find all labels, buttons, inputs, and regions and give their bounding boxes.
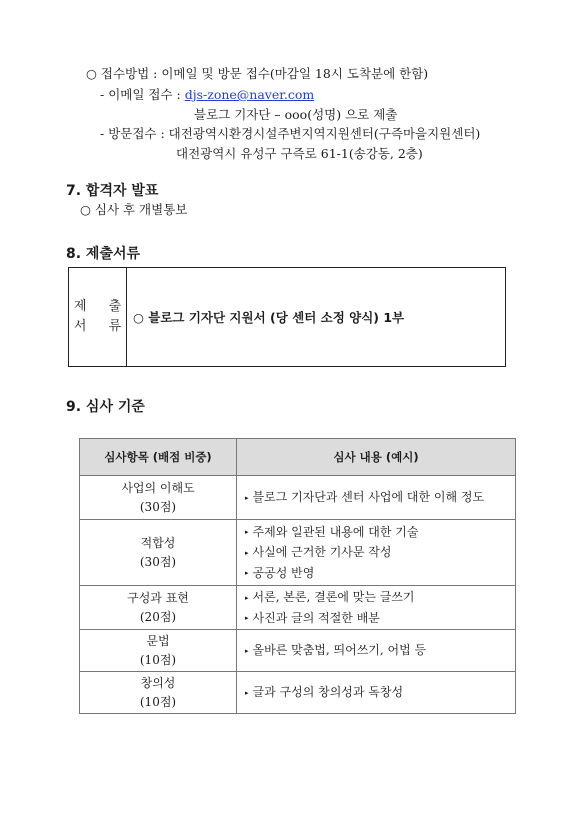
email-line bbox=[100, 85, 314, 103]
criteria-item-points: (10점) bbox=[139, 652, 177, 667]
bullet-icon: ▸ bbox=[245, 688, 249, 697]
table-row bbox=[80, 586, 516, 630]
table-row bbox=[80, 630, 516, 672]
criteria-content bbox=[237, 630, 516, 672]
table-row bbox=[80, 476, 516, 520]
bullet-icon: ▸ bbox=[245, 646, 249, 655]
section-7-text: ○ 심사 후 개별통보 bbox=[80, 202, 188, 217]
submission-label-line2: 서 류 bbox=[73, 319, 131, 334]
list-item: ▸ 블로그 기자단과 센터 사업에 대한 이해 정도 bbox=[245, 490, 485, 505]
email-subject: 블로그 기자단 – ooo(성명) 으로 제출 bbox=[194, 107, 398, 122]
criteria-item-points: (10점) bbox=[139, 694, 177, 709]
criteria-header-item: 심사항목 (배점 비중) bbox=[80, 439, 237, 476]
criteria-item-points: (30점) bbox=[139, 554, 177, 569]
criteria-item-name: 사업의 이해도 bbox=[121, 480, 195, 495]
table-row bbox=[80, 672, 516, 714]
bullet-icon: ▸ bbox=[245, 569, 249, 578]
submission-content: ○ 블로그 기자단 지원서 (당 센터 소정 양식) 1부 bbox=[133, 310, 405, 325]
section-7-heading: 7. 합격자 발표 bbox=[66, 183, 159, 199]
criteria-table bbox=[79, 438, 516, 714]
bullet-icon: ▸ bbox=[245, 528, 249, 537]
submission-label-line1: 제 출 bbox=[73, 299, 131, 314]
criteria-content bbox=[237, 672, 516, 714]
table-row bbox=[80, 520, 516, 586]
criteria-item bbox=[80, 476, 237, 520]
criteria-item bbox=[80, 520, 237, 586]
submission-documents-box bbox=[68, 267, 506, 367]
criteria-item-name: 창의성 bbox=[140, 675, 176, 690]
section-8-heading: 8. 제출서류 bbox=[66, 246, 141, 262]
email-prefix: - 이메일 접수 : bbox=[100, 87, 185, 102]
criteria-header-row bbox=[80, 439, 516, 476]
criteria-content bbox=[237, 520, 516, 586]
criteria-item-name: 적합성 bbox=[140, 535, 176, 550]
criteria-header-content: 심사 내용 (예시) bbox=[237, 439, 516, 476]
criteria-content bbox=[237, 586, 516, 630]
list-item: ▸ 사진과 글의 적절한 배분 bbox=[245, 610, 380, 625]
submission-label bbox=[69, 268, 131, 366]
list-item: ▸ 사실에 근거한 기사문 작성 bbox=[245, 545, 392, 560]
list-item: ▸ 글과 구성의 창의성과 독창성 bbox=[245, 685, 404, 700]
section-9-heading: 9. 심사 기준 bbox=[66, 399, 145, 415]
bullet-icon: ▸ bbox=[245, 593, 249, 602]
list-item: ▸ 올바른 맞춤법, 띄어쓰기, 어법 등 bbox=[245, 643, 427, 658]
bullet-icon: ▸ bbox=[245, 493, 249, 502]
criteria-item bbox=[80, 586, 237, 630]
list-item: ▸ 서론, 본론, 결론에 맞는 글쓰기 bbox=[245, 590, 415, 604]
criteria-item-points: (30점) bbox=[139, 499, 177, 514]
visit-address: 대전광역시 유성구 구즉로 61-1(송강동, 2층) bbox=[176, 146, 423, 161]
criteria-item-points: (20점) bbox=[139, 609, 177, 624]
visit-line: - 방문접수 : 대전광역시환경시설주변지역지원센터(구즉마을지원센터) bbox=[100, 126, 481, 141]
method-title: ○ 접수방법 : 이메일 및 방문 접수(마감일 18시 도착분에 한함) bbox=[86, 66, 429, 81]
bullet-icon: ▸ bbox=[245, 548, 249, 557]
list-item: ▸ 공공성 반영 bbox=[245, 565, 315, 580]
criteria-content bbox=[237, 476, 516, 520]
criteria-item bbox=[80, 630, 237, 672]
bullet-icon: ▸ bbox=[245, 614, 249, 622]
criteria-item-name: 문법 bbox=[146, 633, 170, 648]
list-item: ▸ 주제와 일관된 내용에 대한 기술 bbox=[245, 524, 419, 539]
criteria-item-name: 구성과 표현 bbox=[127, 590, 189, 605]
criteria-item bbox=[80, 672, 237, 714]
email-link[interactable]: djs-zone@naver.com bbox=[184, 87, 315, 102]
